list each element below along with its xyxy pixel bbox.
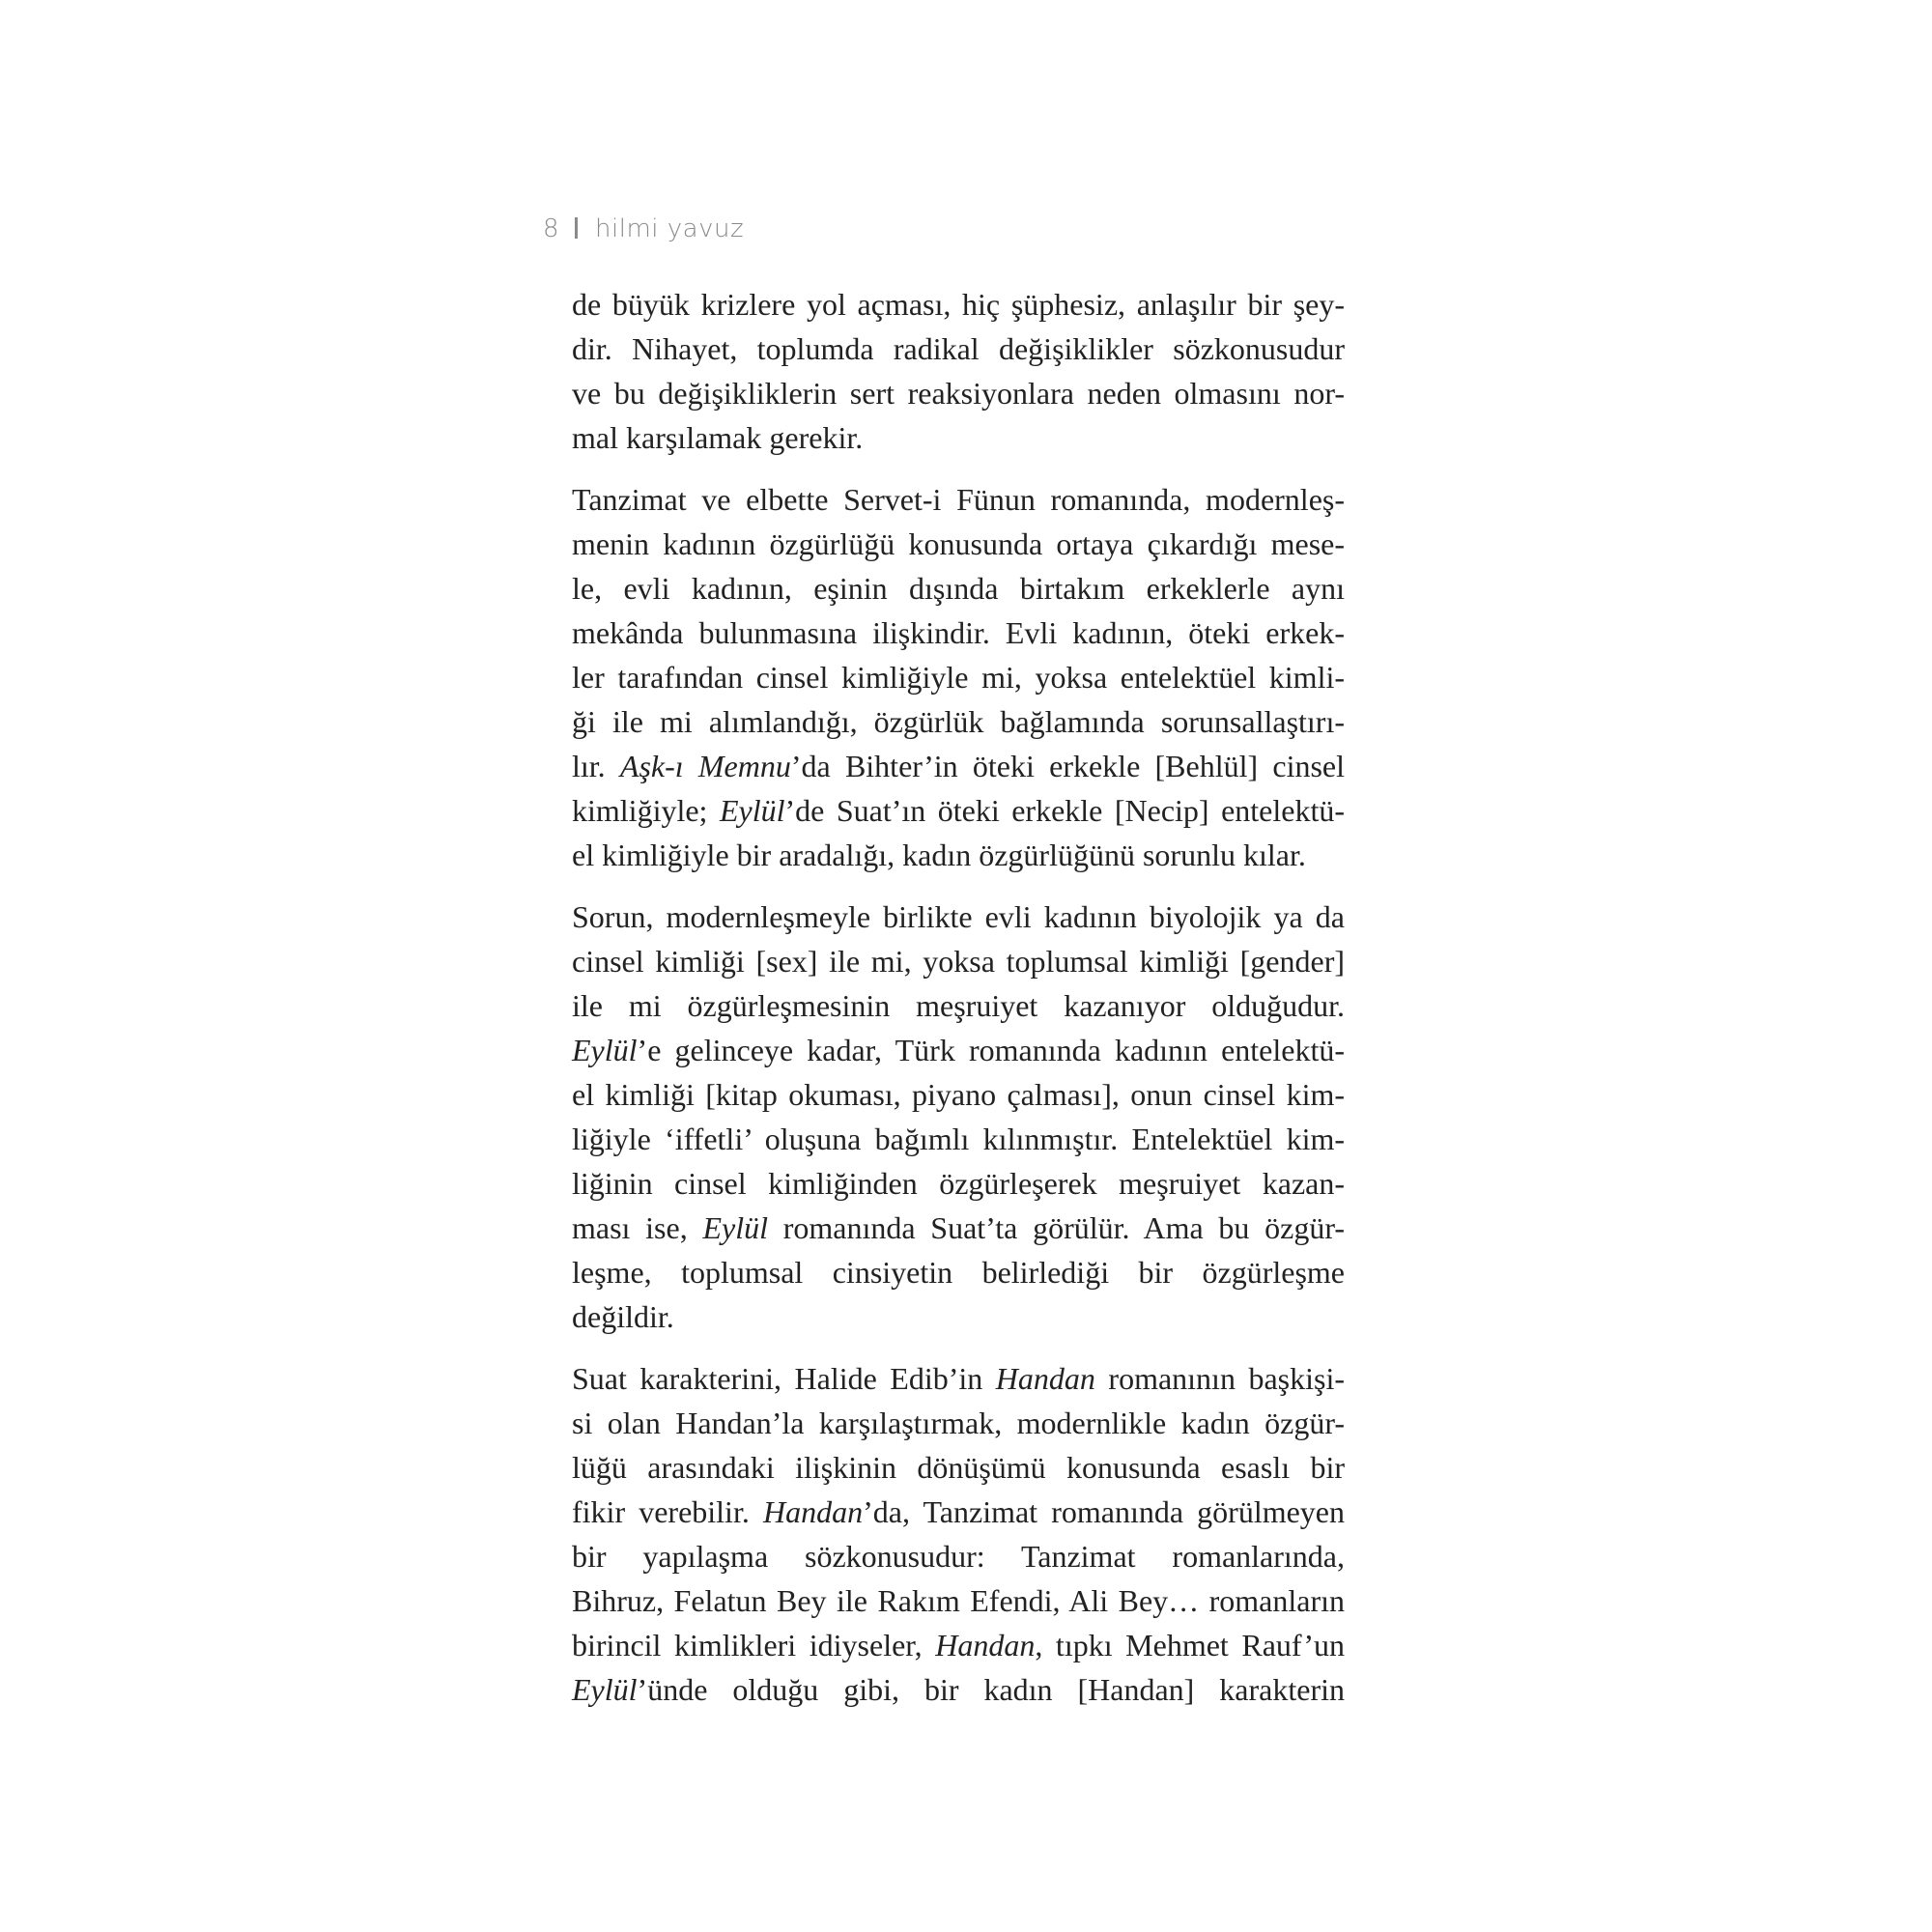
text-run: ği ile mi alımlandığı, özgürlük bağlamında sorunsallaştırı-: [572, 704, 1345, 739]
text-run: romanında Suat’ta görülür. Ama bu özgür-: [767, 1210, 1346, 1245]
author-name: hilmi yavuz: [595, 214, 745, 243]
text-run: Suat karakterini, Halide Edib’in: [572, 1361, 996, 1396]
text-run: ’e gelinceye kadar, Türk romanında kadının entelektü-: [637, 1033, 1345, 1067]
italic-title: Handan: [935, 1628, 1036, 1662]
text-run: bir yapılaşma sözkonusudur: Tanzimat romanlarında,: [572, 1539, 1345, 1574]
text-line: [572, 611, 1345, 655]
text-run: leşme, toplumsal cinsiyetin belirlediği bir özgürleşme: [572, 1255, 1345, 1290]
text-run: si olan Handan’la karşılaştırmak, modernlikle kadın özgür-: [572, 1406, 1345, 1440]
text-run: liğiyle ‘iffetli’ oluşuna bağımlı kılınmıştır. Entelektüel kim-: [572, 1122, 1345, 1156]
text-run: el kimliği [kitap okuması, piyano çalması], onun cinsel kim-: [572, 1077, 1345, 1112]
text-line: [572, 1401, 1345, 1445]
text-line: [572, 744, 1345, 788]
text-run: cinsel kimliği [sex] ile mi, yoksa toplumsal kimliği [gender]: [572, 944, 1345, 979]
text-run: lır.: [572, 749, 620, 783]
paragraph: [572, 282, 1345, 460]
text-line: [572, 939, 1345, 983]
italic-title: Eylül: [572, 1033, 638, 1067]
paragraph: [572, 477, 1345, 877]
text-run: liğinin cinsel kimliğinden özgürleşerek meşruiyet kazan-: [572, 1166, 1345, 1201]
italic-title: Eylül: [572, 1672, 638, 1707]
text-line: [572, 522, 1345, 566]
text-run: menin kadının özgürlüğü konusunda ortaya çıkardığı mese-: [572, 526, 1345, 561]
text-run: ’ünde olduğu gibi, bir kadın [Handan] karakterin: [637, 1672, 1345, 1707]
text-run: el kimliğiyle bir aradalığı, kadın özgürlüğünü sorunlu kılar.: [572, 838, 1306, 872]
text-line: [572, 477, 1345, 522]
text-line: [572, 895, 1345, 939]
text-line: [572, 1667, 1345, 1712]
text-line: [572, 566, 1345, 611]
text-line: [572, 282, 1345, 327]
body-text: [572, 282, 1345, 1712]
text-line: [572, 1490, 1345, 1534]
text-line: [572, 1250, 1345, 1294]
text-line: [572, 1356, 1345, 1401]
text-line: [572, 1072, 1345, 1117]
text-line: [572, 1445, 1345, 1490]
text-line: [572, 788, 1345, 833]
italic-title: Eylül: [719, 793, 785, 828]
text-run: kimliğiyle;: [572, 793, 720, 828]
text-run: romanının başkişi-: [1094, 1361, 1345, 1396]
text-run: mal karşılamak gerekir.: [572, 420, 864, 455]
text-run: le, evli kadının, eşinin dışında birtakım erkeklerle aynı: [572, 571, 1345, 606]
text-line: [572, 1161, 1345, 1206]
page-number: 8: [543, 214, 560, 243]
text-run: ve bu değişikliklerin sert reaksiyonlara neden olmasını nor-: [572, 376, 1345, 411]
text-line: [572, 833, 1345, 877]
text-run: , tıpkı Mehmet Rauf’un: [1035, 1628, 1346, 1662]
paragraph: [572, 895, 1345, 1339]
text-line: [572, 415, 1345, 460]
paragraph: [572, 1356, 1345, 1712]
text-line: [572, 1117, 1345, 1161]
text-run: Tanzimat ve elbette Servet-i Fünun romanında, modernleş-: [572, 482, 1345, 517]
text-run: Bihruz, Felatun Bey ile Rakım Efendi, Ali Bey… romanların: [572, 1583, 1345, 1618]
text-line: [572, 1623, 1345, 1667]
text-run: dir. Nihayet, toplumda radikal değişiklikler sözkonusudur: [572, 331, 1345, 366]
italic-title: Eylül: [702, 1210, 768, 1245]
text-run: de büyük krizlere yol açması, hiç şüphesiz, anlaşılır bir şey-: [572, 287, 1345, 322]
text-run: değildir.: [572, 1299, 674, 1334]
text-run: ’da, Tanzimat romanında görülmeyen: [863, 1494, 1346, 1529]
text-line: [572, 1206, 1345, 1250]
text-run: ler tarafından cinsel kimliğiyle mi, yoksa entelektüel kimli-: [572, 660, 1345, 695]
text-run: birincil kimlikleri idiyseler,: [572, 1628, 936, 1662]
running-header: [543, 214, 744, 243]
text-line: [572, 983, 1345, 1028]
text-run: ile mi özgürleşmesinin meşruiyet kazanıyor olduğudur.: [572, 988, 1345, 1023]
italic-title: Handan: [995, 1361, 1095, 1396]
header-separator: [575, 217, 578, 239]
text-run: ’da Bihter’in öteki erkekle [Behlül] cinsel: [790, 749, 1346, 783]
text-line: [572, 655, 1345, 699]
text-line: [572, 327, 1345, 371]
text-run: ması ise,: [572, 1210, 703, 1245]
text-line: [572, 699, 1345, 744]
text-line: [572, 1534, 1345, 1578]
text-line: [572, 1294, 1345, 1339]
text-line: [572, 1578, 1345, 1623]
text-line: [572, 371, 1345, 415]
text-run: Sorun, modernleşmeyle birlikte evli kadının biyolojik ya da: [572, 899, 1345, 934]
text-run: ’de Suat’ın öteki erkekle [Necip] entelektü-: [784, 793, 1346, 828]
text-line: [572, 1028, 1345, 1072]
italic-title: Handan: [762, 1494, 864, 1529]
italic-title: Aşk-ı Memnu: [619, 749, 791, 783]
text-run: fikir verebilir.: [572, 1494, 763, 1529]
text-run: lüğü arasındaki ilişkinin dönüşümü konusunda esaslı bir: [572, 1450, 1345, 1485]
text-run: mekânda bulunmasına ilişkindir. Evli kadının, öteki erkek-: [572, 615, 1345, 650]
